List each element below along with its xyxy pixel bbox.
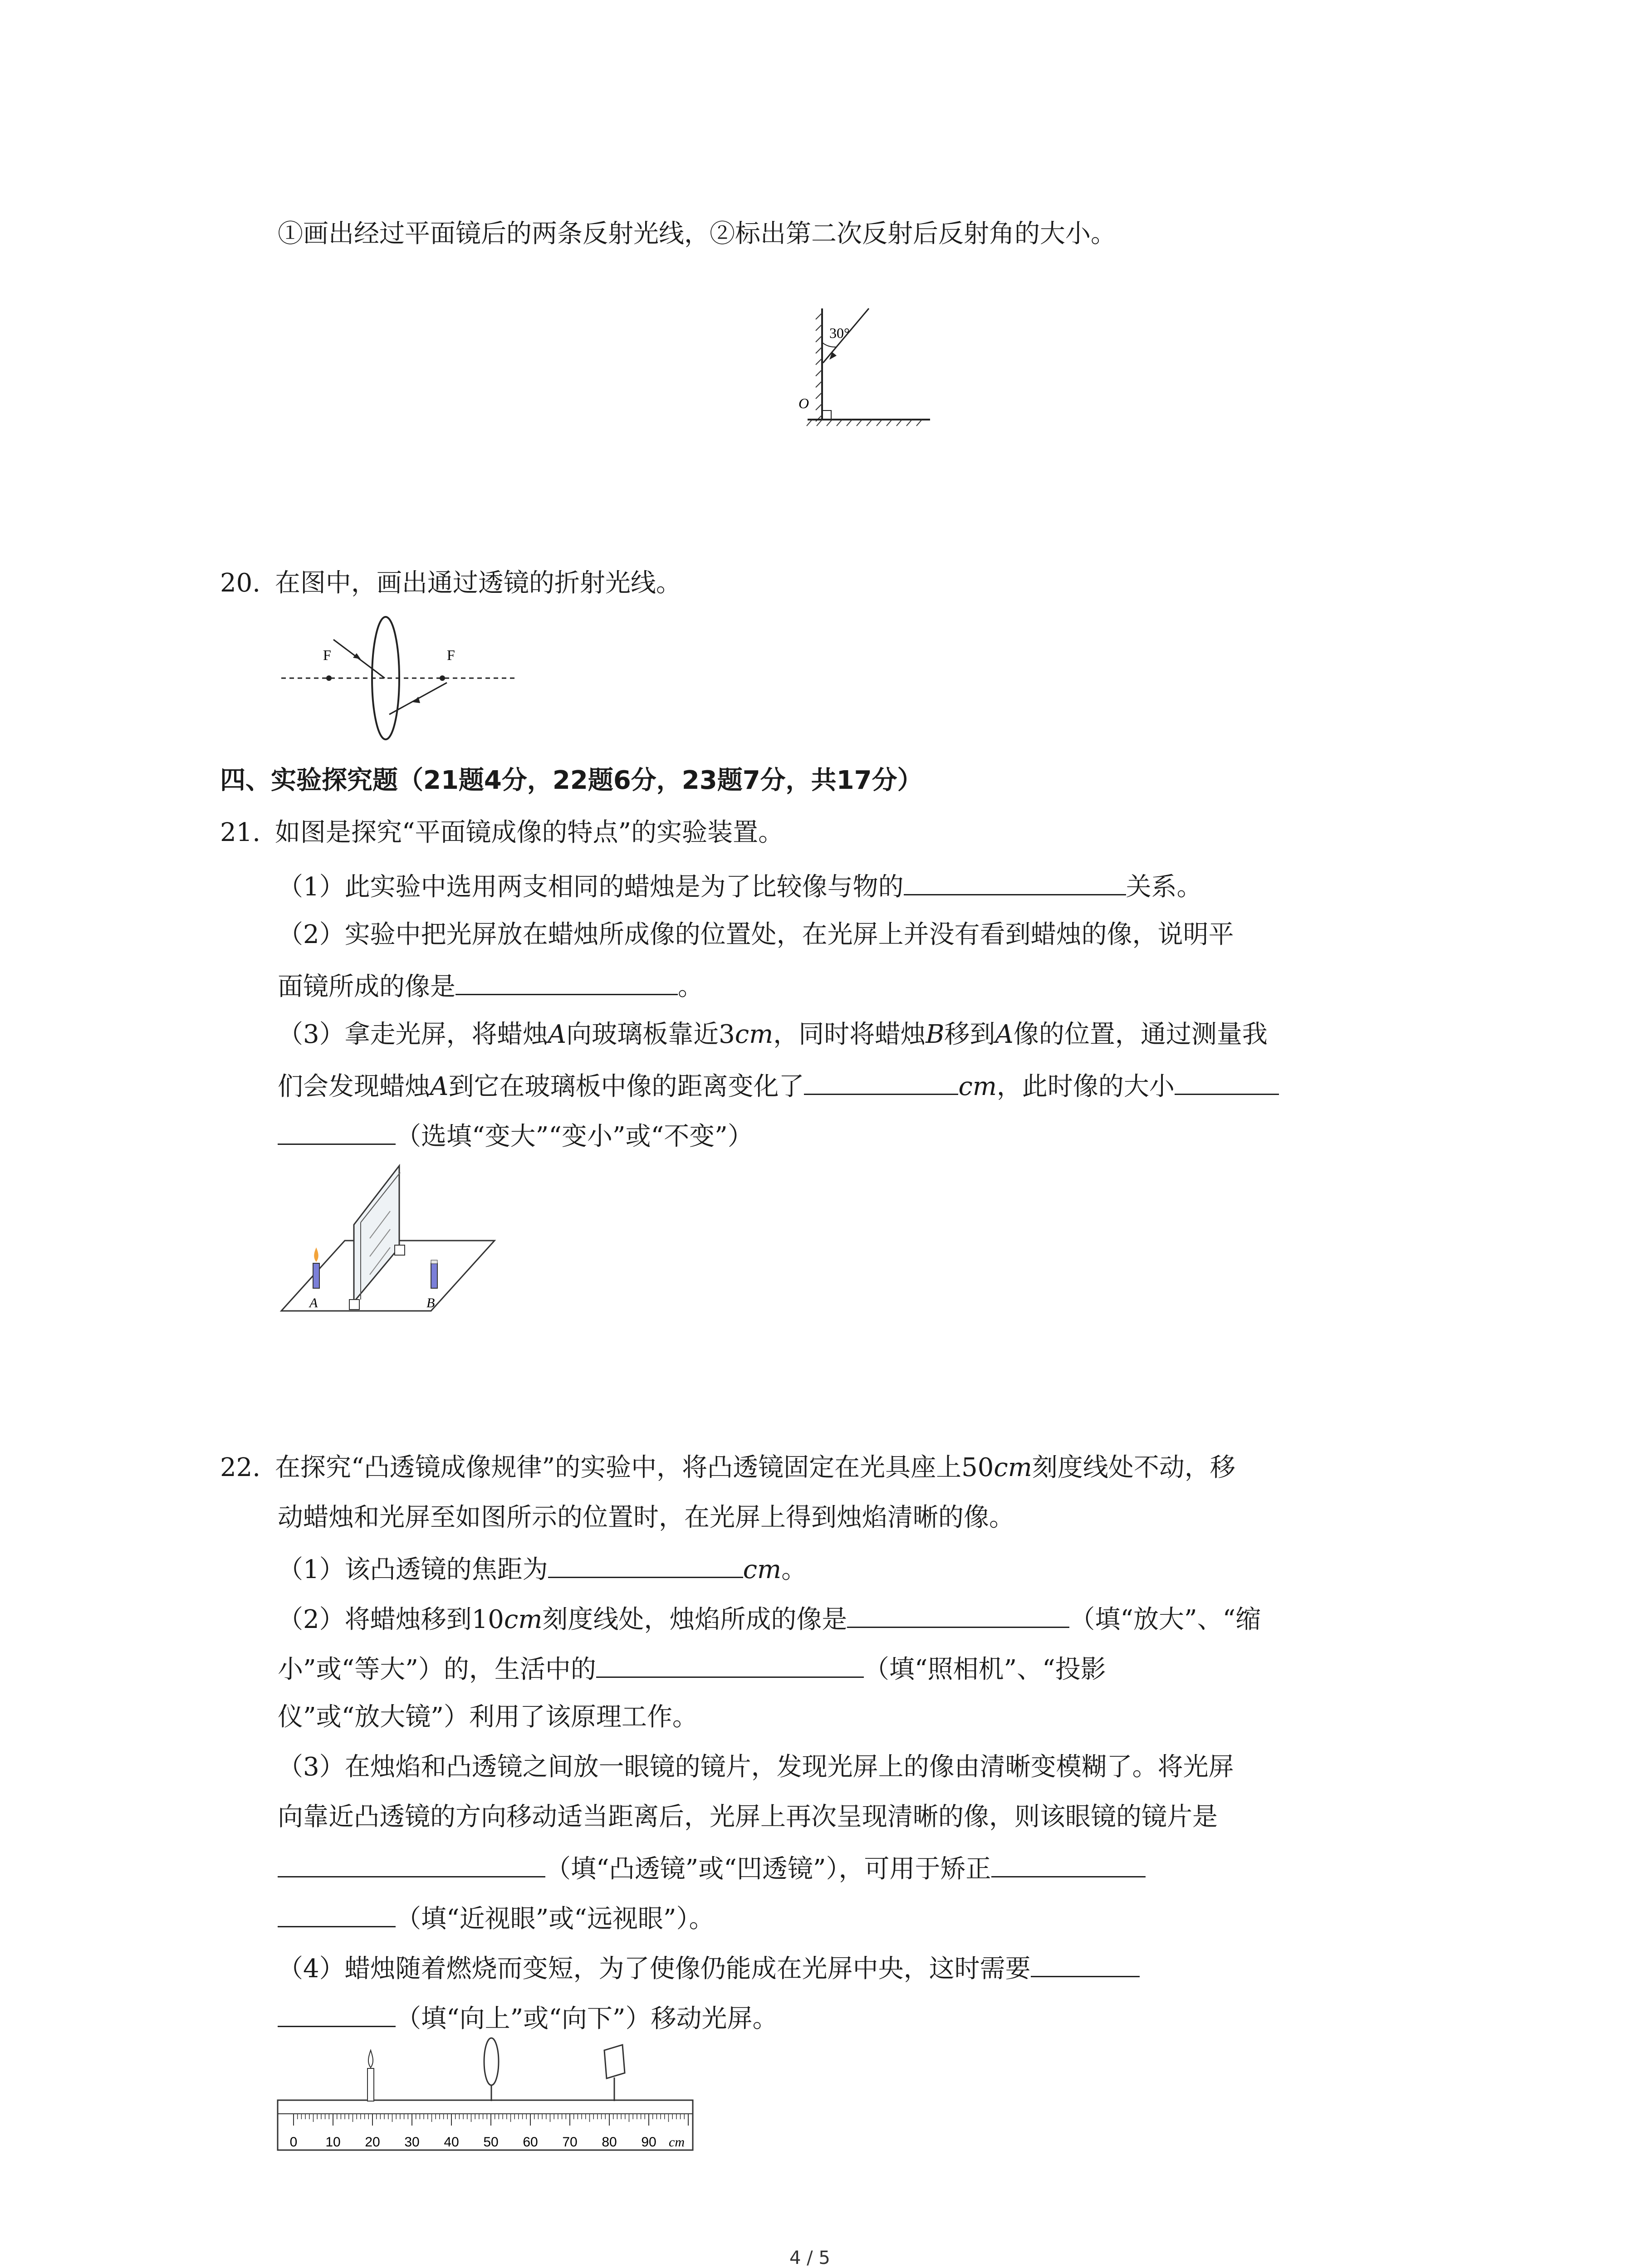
q22-p3-t2: （填“近视眼”或“远视眼”）。 (396, 1904, 715, 1934)
q21-p3-var-a: A (548, 1020, 567, 1049)
q21-fig-label-a: A (309, 1295, 318, 1310)
ruler-tick-label: 70 (562, 2135, 578, 2150)
q21-p2-tail: 。 (678, 972, 703, 1002)
q22-stem-b: 动蜡烛和光屏至如图所示的位置时，在光屏上得到烛焰清晰的像。 (278, 1503, 1014, 1532)
q22-p1-text: （1）该凸透镜的焦距为 (278, 1555, 548, 1584)
q22-part2-a (278, 1601, 1261, 1636)
q21-p3-var-a2: A (995, 1020, 1014, 1049)
q22-stem-t1: 在探究“凸透镜成像规律”的实验中，将凸透镜固定在光具座上50 (274, 1453, 994, 1482)
ruler-tick-label: 80 (602, 2135, 617, 2150)
q22-p2-t5: （填“照相机”、“投影 (863, 1655, 1106, 1684)
lens-on-bench (484, 2038, 499, 2101)
q22-part3-c (278, 1851, 1146, 1886)
ruler-tick-label: 50 (483, 2135, 499, 2150)
ruler-tick-label: 60 (523, 2135, 538, 2150)
q21-p3-unit2: cm (958, 1072, 997, 1101)
q22-part4-b (278, 2000, 778, 2035)
q22-blank-5b[interactable] (278, 1901, 396, 1927)
ruler-tick-label: 20 (365, 2135, 380, 2150)
q21-part3-c (278, 1118, 753, 1153)
q19-instruction: ①画出经过平面镜后的两条反射光线，②标出第二次反射后反射角的大小。 (278, 219, 1116, 249)
q21-p3-t6: 们会发现蜡烛 (278, 1072, 430, 1101)
q22-blank-1[interactable] (548, 1551, 743, 1578)
ruler-tick-label: 0 (289, 2135, 298, 2150)
q21-apparatus-figure (281, 1161, 495, 1315)
ruler-tick-label: 40 (444, 2135, 459, 2150)
q21-p3-t2: 向玻璃板靠近3 (566, 1020, 735, 1049)
q20-line (220, 567, 681, 600)
q21-p1-tail: 关系。 (1126, 872, 1202, 902)
q20-left-f: F (323, 647, 331, 663)
q22-blank-6a[interactable] (1031, 1950, 1140, 1977)
q22-blank-3[interactable] (596, 1651, 864, 1678)
q22-part2-b (278, 1651, 1106, 1686)
ruler-tick-label: 90 (641, 2135, 656, 2150)
q21-part3-a (278, 1018, 1268, 1051)
section4-heading: 四、实验探究题（21题4分，22题6分，23题7分，共17分） (220, 766, 923, 795)
q21-p3-var-b: B (926, 1020, 945, 1049)
q21-part1 (278, 869, 1202, 904)
q22-stem-a (220, 1452, 1235, 1484)
ruler-tick-label: 30 (404, 2135, 420, 2150)
q21-p3-t7: 到它在玻璃板中像的距离变化了 (448, 1072, 804, 1101)
ruler-unit-label: cm (669, 2135, 685, 2150)
q21-number: 21. (220, 818, 261, 847)
q21-p3-t3: ，同时将蜡烛 (773, 1020, 926, 1049)
q21-blank-3[interactable] (804, 1068, 958, 1095)
q20-lens-figure (281, 612, 517, 744)
q22-part4-a (278, 1950, 1140, 1985)
q22-stem-t2: 刻度线处不动，移 (1032, 1453, 1235, 1482)
q22-p1-tail: 。 (781, 1555, 807, 1584)
q22-optical-bench-figure (278, 2037, 695, 2155)
q20-text: 在图中，画出通过透镜的折射光线。 (274, 568, 681, 598)
q21-blank-2[interactable] (456, 968, 678, 995)
q22-part1 (278, 1551, 807, 1586)
q22-p1-unit: cm (743, 1555, 782, 1584)
q21-p3-t4: 移到 (944, 1020, 995, 1049)
q21-part2-a: （2）实验中把光屏放在蜡烛所成像的位置处，在光屏上并没有看到蜡烛的像，说明平 (278, 920, 1234, 949)
q21-blank-1[interactable] (904, 869, 1126, 895)
q21-p3-t9: （选填“变大”“变小”或“不变”） (396, 1122, 753, 1151)
q21-p3-var-a3: A (430, 1072, 449, 1101)
q21-fig-label-b: B (426, 1295, 435, 1310)
q22-p2-t2: 刻度线处，烛焰所成的像是 (542, 1605, 847, 1634)
q22-p2-t1: （2）将蜡烛移到10 (278, 1605, 504, 1634)
q22-part3-a: （3）在烛焰和凸透镜之间放一眼镜的镜片，发现光屏上的像由清晰变模糊了。将光屏 (278, 1752, 1234, 1782)
q21-part2-b (278, 968, 703, 1003)
q21-stem-text: 如图是探究“平面镜成像的特点”的实验装置。 (274, 818, 784, 847)
q22-blank-4[interactable] (278, 1851, 545, 1877)
page-number: 4 / 5 (789, 2248, 830, 2268)
q22-p4-t2: （填“向上”或“向下”）移动光屏。 (396, 2004, 778, 2033)
q22-part3-b: 向靠近凸透镜的方向移动适当距离后，光屏上再次呈现清晰的像，则该眼镜的镜片是 (278, 1802, 1218, 1832)
q21-p3-t1: （3）拿走光屏，将蜡烛 (278, 1020, 548, 1049)
q22-part3-d (278, 1901, 715, 1936)
candle-on-bench (367, 2050, 374, 2101)
q20-number: 20. (220, 568, 261, 598)
q21-p1-text: （1）此实验中选用两支相同的蜡烛是为了比较像与物的 (278, 872, 904, 902)
q21-blank-4b[interactable] (278, 1118, 396, 1145)
q21-p3-unit: cm (735, 1020, 774, 1049)
q21-p3-t8: ，此时像的大小 (996, 1072, 1175, 1101)
q22-number: 22. (220, 1453, 261, 1482)
q22-p2-unit: cm (504, 1605, 543, 1634)
q19-mirror-figure (794, 299, 939, 435)
ruler-tick-label: 10 (325, 2135, 341, 2150)
q22-p2-t4: 小”或“等大”）的，生活中的 (278, 1655, 596, 1684)
screen-on-bench (604, 2045, 625, 2101)
q22-part2-c: 仪”或“放大镜”）利用了该原理工作。 (278, 1702, 698, 1732)
q21-stem (220, 816, 784, 849)
q22-p3-t1: （填“凸透镜”或“凹透镜”），可用于矫正 (545, 1854, 991, 1884)
q21-part3-b (278, 1068, 1279, 1103)
q22-p4-t1: （4）蜡烛随着燃烧而变短，为了使像仍能成在光屏中央，这时需要 (278, 1954, 1031, 1984)
q20-right-f: F (447, 647, 455, 663)
q21-p2-text: 面镜所成的像是 (278, 972, 456, 1002)
q22-stem-unit: cm (994, 1453, 1032, 1482)
q22-blank-2[interactable] (847, 1601, 1069, 1628)
q19-point-o: O (798, 395, 809, 411)
q19-angle-label: 30° (829, 325, 850, 341)
q21-p3-t5: 像的位置，通过测量我 (1013, 1020, 1268, 1049)
q22-p2-t3: （填“放大”、“缩 (1069, 1605, 1261, 1634)
q22-blank-6b[interactable] (278, 2000, 396, 2027)
q22-blank-5a[interactable] (991, 1851, 1146, 1877)
q21-blank-4a[interactable] (1175, 1068, 1279, 1095)
